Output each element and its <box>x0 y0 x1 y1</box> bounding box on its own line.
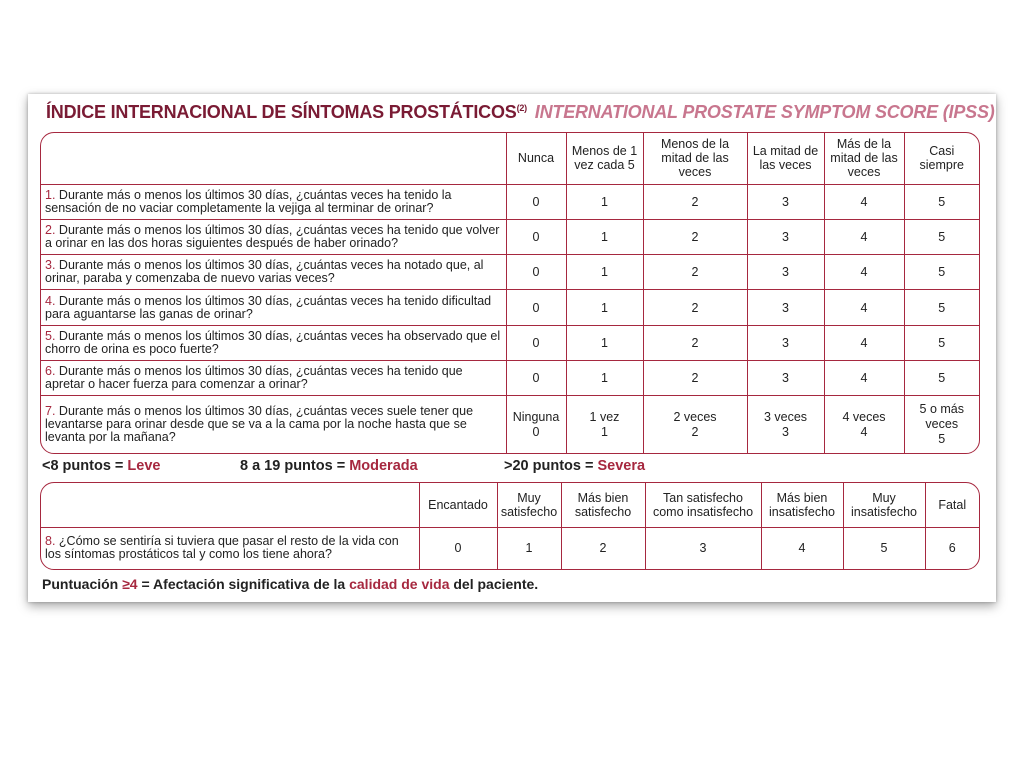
score-cell[interactable]: 1 <box>566 325 643 360</box>
footer-suffix: del paciente. <box>449 576 539 592</box>
question-text: Durante más o menos los últimos 30 días, ¿cuántas veces ha observado que el chorro de orina es poco fuerte? <box>45 328 501 356</box>
option-label: 2 veces <box>673 409 717 424</box>
score-cell[interactable]: 3 <box>747 290 824 325</box>
symptom-header-row <box>41 133 979 184</box>
legend-moderada <box>240 458 418 474</box>
option-value: 3 <box>782 424 789 439</box>
question-cell <box>41 325 506 360</box>
header-nunca: Nunca <box>506 133 566 184</box>
footer-prefix: Puntuación <box>42 576 123 592</box>
score-cell[interactable]: 5 <box>904 290 979 325</box>
header-mas-mitad: Más de la mitad de las veces <box>824 133 904 184</box>
question-number: 3. <box>45 258 56 273</box>
score-cell[interactable]: 2 <box>643 220 747 255</box>
question-cell <box>41 290 506 325</box>
header-empty-cell <box>41 483 419 527</box>
score-cell[interactable]: 0 <box>506 325 566 360</box>
question-number: 1. <box>45 187 56 202</box>
score-cell[interactable]: 0 <box>506 290 566 325</box>
option-value: 4 <box>860 424 868 439</box>
score-cell[interactable]: 0 <box>419 527 497 569</box>
footer-highlight: calidad de vida <box>349 576 450 592</box>
question-text: ¿Cómo se sentiría si tuviera que pasar el resto de la vida con los síntomas prostáticos tal y como los tiene ahora? <box>45 534 399 562</box>
question-cell <box>41 396 506 453</box>
legend-leve <box>42 458 160 474</box>
header-muy-insatisfecho: Muy insatisfecho <box>843 483 925 527</box>
option-value: 0 <box>532 424 540 439</box>
question-cell <box>41 527 419 569</box>
score-cell[interactable]: 4 <box>824 360 904 395</box>
question-cell <box>41 255 506 290</box>
score-cell[interactable]: 0 <box>506 220 566 255</box>
score-cell[interactable]: 1 <box>566 184 643 219</box>
question-text: Durante más o menos los últimos 30 días, ¿cuántas veces suele tener que levantarse para orinar desde que se va a la cama por la noche hasta que se levanta por la mañana? <box>45 404 474 445</box>
score-cell[interactable]: 0 <box>506 255 566 290</box>
score-cell[interactable]: 3 <box>747 360 824 395</box>
score-cell[interactable]: 2 <box>643 325 747 360</box>
question-row-7 <box>41 396 979 453</box>
quality-of-life-table <box>41 483 979 569</box>
score-cell[interactable] <box>904 396 979 453</box>
qol-header-row <box>41 483 979 527</box>
header-mas-bien-insatisfecho: Más bien insatisfecho <box>761 483 843 527</box>
question-cell <box>41 184 506 219</box>
option-value: 5 <box>938 432 946 447</box>
option-label: 3 veces <box>763 409 808 424</box>
option-label: Ninguna <box>512 409 560 424</box>
score-cell[interactable]: 2 <box>561 527 645 569</box>
question-row-3 <box>41 255 979 290</box>
score-cell[interactable]: 5 <box>904 325 979 360</box>
header-tan-satisfecho: Tan satisfecho como insatisfecho <box>645 483 761 527</box>
question-number: 7. <box>45 404 56 419</box>
option-label: 1 vez <box>589 409 620 424</box>
header-encantado: Encantado <box>419 483 497 527</box>
question-text: Durante más o menos los últimos 30 días, ¿cuántas veces ha tenido que apretar o hacer fuerza para comenzar a orinar? <box>45 364 463 392</box>
legend-severa <box>504 458 645 474</box>
score-cell[interactable]: 5 <box>904 360 979 395</box>
score-cell[interactable] <box>824 396 904 453</box>
score-cell[interactable]: 4 <box>824 184 904 219</box>
score-cell[interactable]: 6 <box>925 527 979 569</box>
footer-middle: = Afectación significativa de la <box>137 576 350 592</box>
score-cell[interactable]: 1 <box>566 220 643 255</box>
header-casi-siempre: Casi siempre <box>904 133 979 184</box>
question-text: Durante más o menos los últimos 30 días, ¿cuántas veces ha tenido que volver a orinar en las dos horas siguientes después de haber orinado? <box>45 223 500 251</box>
score-cell[interactable]: 3 <box>747 255 824 290</box>
score-cell[interactable] <box>566 396 643 453</box>
score-cell[interactable]: 4 <box>824 220 904 255</box>
symptom-table <box>41 133 979 453</box>
option-value: 1 <box>601 424 608 439</box>
score-cell[interactable] <box>643 396 747 453</box>
question-row-6 <box>41 360 979 395</box>
score-cell[interactable]: 1 <box>566 255 643 290</box>
score-cell[interactable] <box>747 396 824 453</box>
question-text: Durante más o menos los últimos 30 días, ¿cuántas veces ha notado que, al orinar, paraba y comenzaba de nuevo varias veces? <box>45 258 484 286</box>
question-row-8 <box>41 527 979 569</box>
question-number: 4. <box>45 293 56 308</box>
score-cell[interactable]: 3 <box>747 220 824 255</box>
score-cell[interactable]: 0 <box>506 184 566 219</box>
footer-note <box>42 576 538 592</box>
title-english: INTERNATIONAL PROSTATE SYMPTOM SCORE (IPSS) <box>534 102 995 122</box>
question-row-4 <box>41 290 979 325</box>
symptom-table-frame <box>40 132 980 454</box>
score-cell[interactable] <box>506 396 566 453</box>
score-cell[interactable]: 3 <box>645 527 761 569</box>
score-cell[interactable]: 5 <box>904 255 979 290</box>
question-cell <box>41 220 506 255</box>
question-row-5 <box>41 325 979 360</box>
score-cell[interactable]: 0 <box>506 360 566 395</box>
quality-of-life-table-frame <box>40 482 980 570</box>
question-row-2 <box>41 220 979 255</box>
score-cell[interactable]: 5 <box>904 220 979 255</box>
document-title <box>46 102 995 123</box>
score-cell[interactable]: 4 <box>824 290 904 325</box>
header-la-mitad: La mitad de las veces <box>747 133 824 184</box>
severity-legend <box>42 458 982 478</box>
ipss-card <box>28 94 996 602</box>
score-cell[interactable]: 1 <box>566 360 643 395</box>
question-row-1 <box>41 184 979 219</box>
option-label: 4 veces <box>842 409 886 424</box>
question-number: 8. <box>45 534 56 549</box>
score-cell[interactable]: 4 <box>824 325 904 360</box>
score-cell[interactable]: 2 <box>643 255 747 290</box>
question-cell <box>41 360 506 395</box>
question-text: Durante más o menos los últimos 30 días, ¿cuántas veces ha tenido dificultad para aguantarse las ganas de orinar? <box>45 293 492 321</box>
question-text: Durante más o menos los últimos 30 días, ¿cuántas veces ha tenido la sensación de no vaciar completamente la vejiga al terminar de orinar? <box>45 187 452 215</box>
option-label: 5 o más veces <box>919 402 964 432</box>
score-cell[interactable]: 4 <box>761 527 843 569</box>
header-empty-cell <box>41 133 506 184</box>
header-menos-mitad: Menos de la mitad de las veces <box>643 133 747 184</box>
header-fatal: Fatal <box>925 483 979 527</box>
option-value: 2 <box>691 424 699 439</box>
legend-severa-word: Severa <box>597 458 646 474</box>
score-cell[interactable]: 1 <box>497 527 561 569</box>
score-cell[interactable]: 4 <box>824 255 904 290</box>
legend-leve-range: <8 puntos = <box>42 458 128 474</box>
footer-threshold: ≥4 <box>122 576 138 592</box>
title-spanish: ÍNDICE INTERNACIONAL DE SÍNTOMAS PROSTÁTICOS <box>46 102 517 122</box>
title-reference: (2) <box>516 103 527 113</box>
legend-severa-range: >20 puntos = <box>504 458 598 474</box>
score-cell[interactable]: 3 <box>747 325 824 360</box>
legend-leve-word: Leve <box>127 458 161 474</box>
legend-moderada-range: 8 a 19 puntos = <box>240 458 350 474</box>
score-cell[interactable]: 2 <box>643 290 747 325</box>
score-cell[interactable]: 2 <box>643 360 747 395</box>
score-cell[interactable]: 3 <box>747 184 824 219</box>
header-muy-satisfecho: Muy satisfecho <box>497 483 561 527</box>
legend-moderada-word: Moderada <box>349 458 418 474</box>
question-number: 5. <box>45 328 56 343</box>
score-cell[interactable]: 5 <box>904 184 979 219</box>
question-number: 6. <box>45 364 56 379</box>
score-cell[interactable]: 2 <box>643 184 747 219</box>
header-mas-bien-satisfecho: Más bien satisfecho <box>561 483 645 527</box>
score-cell[interactable]: 5 <box>843 527 925 569</box>
question-number: 2. <box>45 223 56 238</box>
score-cell[interactable]: 1 <box>566 290 643 325</box>
header-menos-1-vez-cada-5: Menos de 1 vez cada 5 <box>566 133 643 184</box>
